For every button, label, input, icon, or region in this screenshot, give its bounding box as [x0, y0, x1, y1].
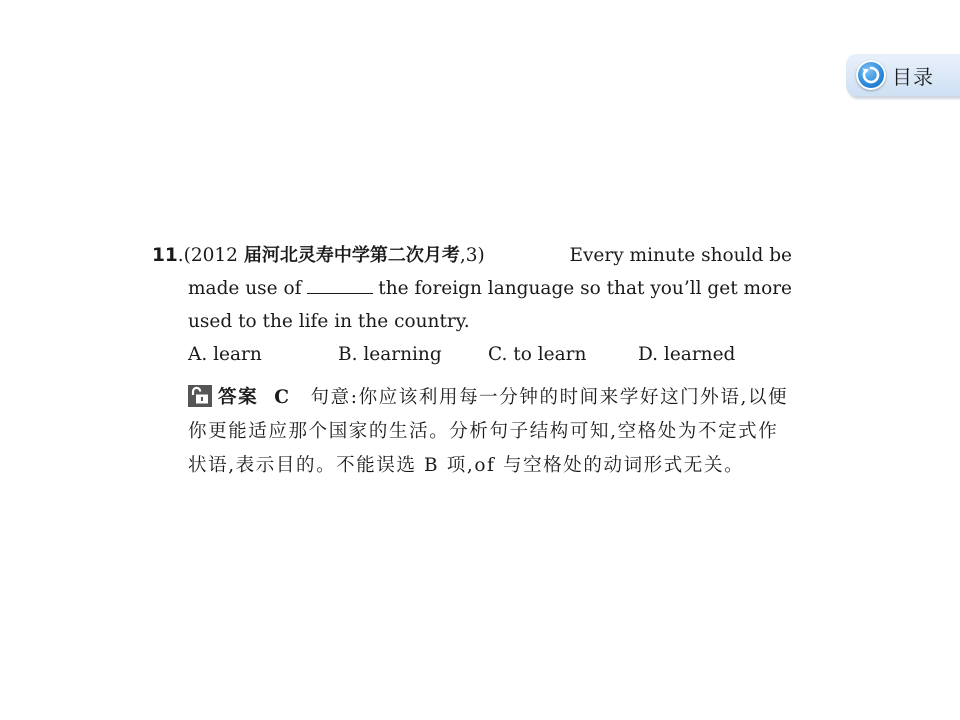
question-line-1	[152, 239, 792, 272]
question-text-line-2-pre: made use of	[188, 278, 302, 299]
answer-letter: C	[274, 387, 291, 408]
question-text-line-1: Every minute should be	[569, 245, 792, 266]
refresh-circle-icon	[856, 60, 886, 90]
option-a: A. learn	[188, 344, 262, 365]
source-open-paren: (	[183, 245, 191, 266]
question-block	[152, 239, 792, 371]
question-number-sep: .	[177, 245, 184, 266]
answer-label: 答案	[218, 387, 259, 408]
answer-explanation: 句意:你应该利用每一分钟的时间来学好这门外语,以便你更能适应那个国家的生活。分析句子结构可知,空格处为不定式作状语,表示目的。不能误选 B 项,of 与空格处的动词形式无关。	[188, 387, 789, 476]
option-d: D. learned	[638, 344, 736, 365]
question-line-3: used to the life in the country.	[188, 311, 470, 332]
source-school: 届河北灵寿中学第二次月考	[243, 245, 460, 266]
answer-block	[188, 381, 790, 483]
question-number: 11	[152, 245, 178, 266]
options-row	[152, 338, 792, 371]
option-b: B. learning	[338, 344, 442, 365]
source-close-paren: )	[477, 245, 485, 266]
source-year: 2012	[190, 245, 238, 266]
toc-label: 目录	[892, 64, 934, 89]
source-rest: ,3	[459, 245, 478, 266]
answer-blank	[307, 275, 373, 294]
toc-button[interactable]	[846, 54, 960, 96]
question-text-line-2-post: the foreign language so that you’ll get more	[378, 278, 792, 299]
option-c: C. to learn	[488, 344, 587, 365]
question-line-2	[152, 272, 792, 305]
unlock-icon	[188, 385, 212, 407]
